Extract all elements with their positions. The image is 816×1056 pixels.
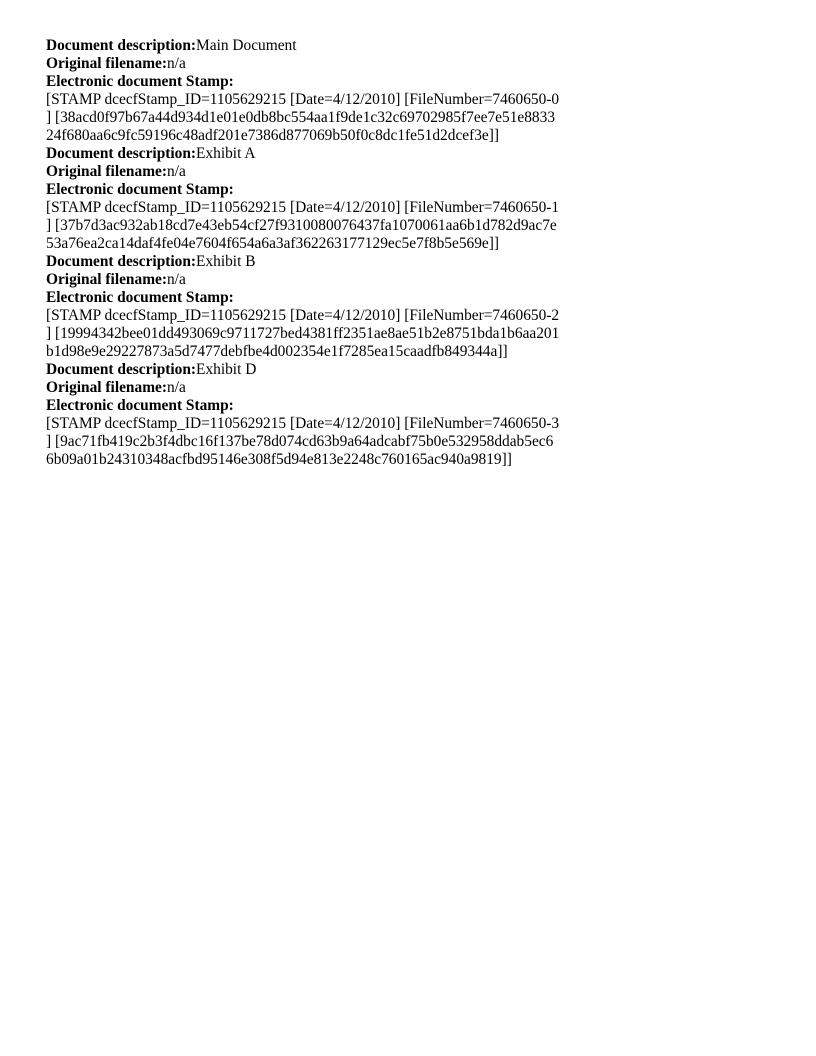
stamp-line: 6b09a01b24310348acfbd95146e308f5d94e813e2248c760165ac940a9819]] — [46, 451, 512, 468]
filename-row — [46, 163, 586, 181]
stamp-line: ] [19994342bee01dd493069c9711727bed4381ff2351ae8ae51b2e8751bda1b6aa201 — [46, 325, 560, 342]
description-label: Document description: — [46, 253, 197, 270]
filename-label: Original filename: — [46, 271, 167, 288]
description-label: Document description: — [46, 361, 197, 378]
document-entry — [46, 145, 586, 253]
stamp-label: Electronic document Stamp: — [46, 73, 234, 90]
document-page — [46, 37, 586, 469]
stamp-line: [STAMP dcecfStamp_ID=1105629215 [Date=4/12/2010] [FileNumber=7460650-3 — [46, 415, 560, 432]
document-entry — [46, 37, 586, 145]
stamp-line: 24f680aa6c9fc59196c48adf201e7386d877069b50f0c8dc1fe51d2dcef3e]] — [46, 127, 500, 144]
filename-row — [46, 271, 586, 289]
filename-value: n/a — [166, 379, 186, 396]
description-value: Exhibit D — [196, 361, 257, 378]
filename-value: n/a — [166, 55, 186, 72]
description-row — [46, 37, 586, 55]
document-entry — [46, 253, 586, 361]
filename-label: Original filename: — [46, 55, 167, 72]
stamp-line: ] [37b7d3ac932ab18cd7e43eb54cf27f9310080076437fa1070061aa6b1d782d9ac7e — [46, 217, 557, 234]
description-row — [46, 253, 586, 271]
stamp-line: 53a76ea2ca14daf4fe04e7604f654a6a3af362263177129ec5e7f8b5e569e]] — [46, 235, 499, 252]
description-row — [46, 145, 586, 163]
filename-row — [46, 55, 586, 73]
filename-value: n/a — [166, 271, 186, 288]
stamp-line: ] [38acd0f97b67a44d934d1e01e0db8bc554aa1f9de1c32c69702985f7ee7e51e8833 — [46, 109, 556, 126]
stamp-label: Electronic document Stamp: — [46, 397, 234, 414]
stamp-line: b1d98e9e29227873a5d7477debfbe4d002354e1f7285ea15caadfb849344a]] — [46, 343, 508, 360]
filename-label: Original filename: — [46, 163, 167, 180]
document-entry — [46, 361, 586, 469]
stamp-label: Electronic document Stamp: — [46, 181, 234, 198]
stamp-line: [STAMP dcecfStamp_ID=1105629215 [Date=4/12/2010] [FileNumber=7460650-0 — [46, 91, 560, 108]
filename-label: Original filename: — [46, 379, 167, 396]
description-value: Exhibit A — [196, 145, 256, 162]
description-value: Exhibit B — [196, 253, 256, 270]
stamp-label: Electronic document Stamp: — [46, 289, 234, 306]
filename-value: n/a — [166, 163, 186, 180]
filename-row — [46, 379, 586, 397]
description-label: Document description: — [46, 37, 197, 54]
description-value: Main Document — [196, 37, 297, 54]
stamp-line: [STAMP dcecfStamp_ID=1105629215 [Date=4/12/2010] [FileNumber=7460650-2 — [46, 307, 560, 324]
stamp-line: ] [9ac71fb419c2b3f4dbc16f137be78d074cd63b9a64adcabf75b0e532958ddab5ec6 — [46, 433, 554, 450]
description-label: Document description: — [46, 145, 197, 162]
description-row — [46, 361, 586, 379]
stamp-line: [STAMP dcecfStamp_ID=1105629215 [Date=4/12/2010] [FileNumber=7460650-1 — [46, 199, 560, 216]
